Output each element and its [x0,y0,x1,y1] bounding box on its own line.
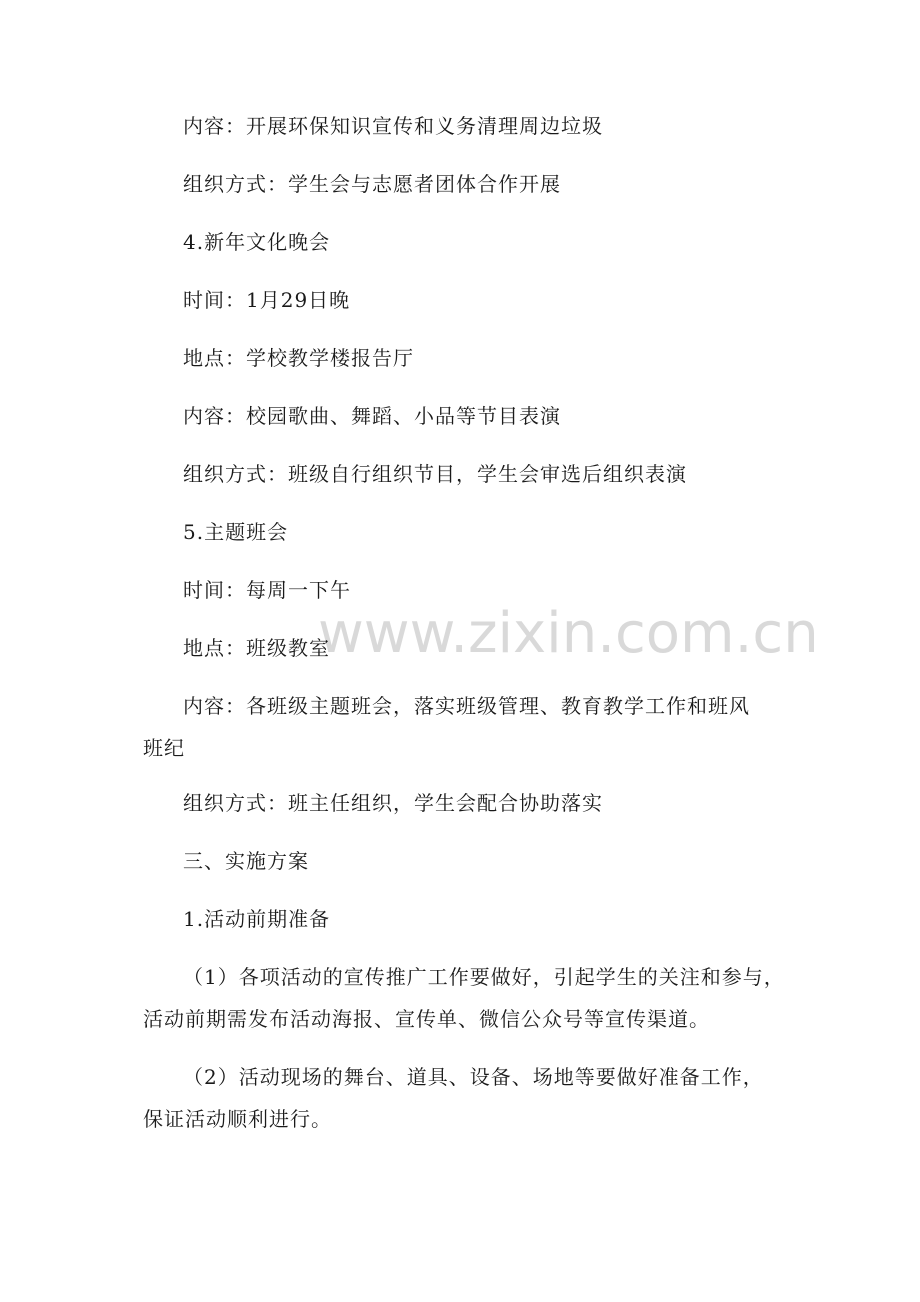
subheading-preparation: 1.活动前期准备 [183,907,331,931]
content-gala: 内容：校园歌曲、舞蹈、小品等节目表演 [183,404,561,428]
location-class-meeting: 地点：班级教室 [183,636,330,660]
section-heading-new-year-gala: 4.新年文化晚会 [183,230,331,254]
paragraph-2-line-1: （2）活动现场的舞台、道具、设备、场地等要做好准备工作， [183,1065,764,1089]
paragraph-1-line-2: 活动前期需发布活动海报、宣传单、微信公众号等宣传渠道。 [143,1007,710,1031]
organization-class-meeting: 组织方式：班主任组织，学生会配合协助落实 [183,791,603,815]
paragraph-1-line-1: （1）各项活动的宣传推广工作要做好，引起学生的关注和参与， [183,965,785,989]
content-environmental: 内容：开展环保知识宣传和义务清理周边垃圾 [183,114,603,138]
content-class-meeting: 内容：各班级主题班会，落实班级管理、教育教学工作和班风 [183,694,750,718]
time-class-meeting: 时间：每周一下午 [183,578,351,602]
location-gala: 地点：学校教学楼报告厅 [183,346,414,370]
chapter-heading-implementation: 三、实施方案 [183,849,309,873]
section-heading-class-meeting: 5.主题班会 [183,520,289,544]
time-gala: 时间：1月29日晚 [183,288,351,312]
organization-gala: 组织方式：班级自行组织节目，学生会审选后组织表演 [183,462,687,486]
watermark: www.zixin.com.cn [318,601,819,666]
organization-environmental: 组织方式：学生会与志愿者团体合作开展 [183,172,561,196]
paragraph-2-line-2: 保证活动顺利进行。 [143,1107,332,1131]
content-class-meeting-continued: 班纪 [143,736,185,760]
